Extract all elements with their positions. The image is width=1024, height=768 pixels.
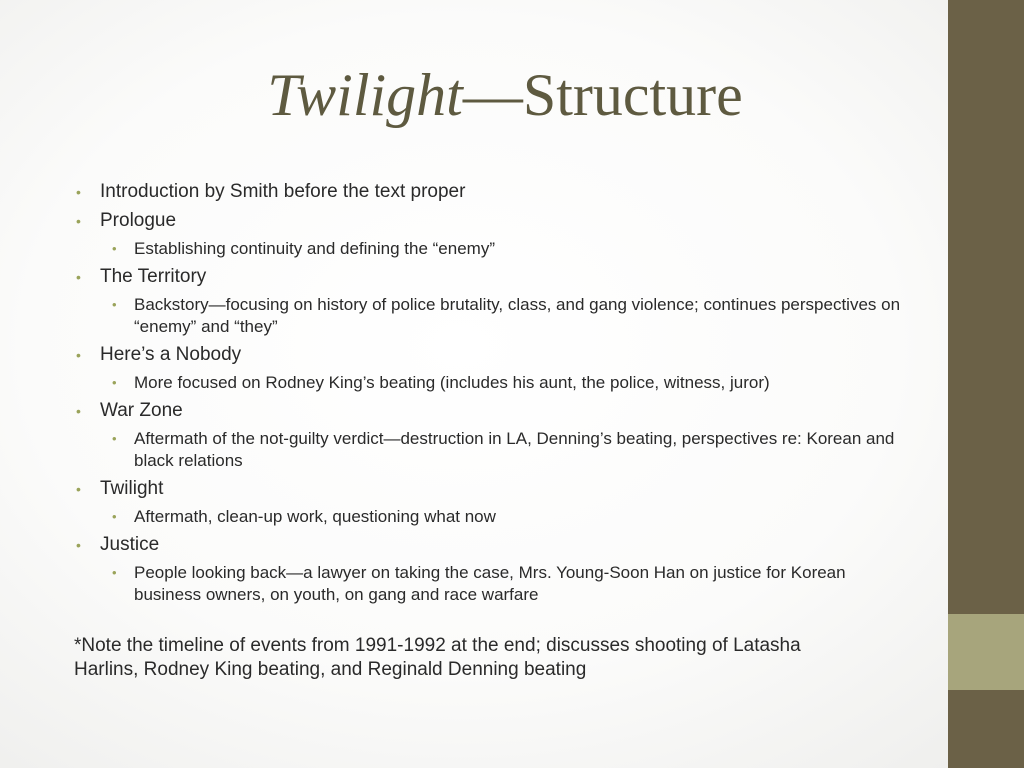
bullet-list (74, 180, 904, 682)
sub-bullet-marker: • (112, 375, 117, 390)
bullet-text: Justice (100, 534, 160, 555)
bullet-text: War Zone (100, 400, 183, 421)
bullet-item (74, 265, 904, 289)
bullet-item (74, 180, 904, 204)
footnote: *Note the timeline of events from 1991-1992 at the end; discusses shooting of Latasha Harlins, Rodney King beating, and Reginald Denning beating (74, 635, 801, 680)
sub-bullet-marker: • (112, 509, 117, 524)
bullet-marker: • (76, 481, 81, 497)
sub-bullet-text: Aftermath of the not-guilty verdict—destruction in LA, Denning’s beating, perspectives re: Korean and black relations (134, 429, 895, 470)
sub-bullet-item (74, 506, 904, 528)
bullet-marker: • (76, 213, 81, 229)
sub-bullet-text: More focused on Rodney King’s beating (includes his aunt, the police, witness, juror) (134, 373, 770, 392)
sub-bullet-marker: • (112, 431, 117, 446)
bullet-text: Prologue (100, 210, 177, 231)
sub-bullet-item (74, 372, 904, 394)
bullet-marker: • (76, 537, 81, 553)
sub-bullet-text: Aftermath, clean-up work, questioning what now (134, 507, 496, 526)
bullet-item (74, 209, 904, 233)
sub-bullet-marker: • (112, 241, 117, 256)
sub-bullet-text: People looking back—a lawyer on taking the case, Mrs. Young-Soon Han on justice for Korean business owners, on youth, on gang and race warfare (134, 563, 846, 604)
bullet-marker: • (76, 184, 81, 200)
sub-bullet-text: Establishing continuity and defining the “enemy” (134, 239, 495, 258)
sub-bullet-item (74, 238, 904, 260)
bullet-item (74, 477, 904, 501)
bullet-marker: • (76, 269, 81, 285)
sub-bullet-item (74, 428, 904, 472)
sub-bullet-marker: • (112, 565, 117, 580)
bullet-text: The Territory (100, 266, 207, 287)
bullet-text: Introduction by Smith before the text proper (100, 181, 466, 202)
title-rest: —Structure (462, 62, 743, 128)
slide-title (0, 62, 1010, 128)
sub-bullet-item (74, 294, 904, 338)
sub-bullet-item (74, 562, 904, 606)
sub-bullet-marker: • (112, 297, 117, 312)
bullet-text: Twilight (100, 478, 164, 499)
bullet-item (74, 399, 904, 423)
title-italic: Twilight (267, 62, 463, 128)
bullet-marker: • (76, 347, 81, 363)
bullet-text: Here’s a Nobody (100, 344, 242, 365)
bullet-item (74, 343, 904, 367)
sub-bullet-text: Backstory—focusing on history of police brutality, class, and gang violence; continues perspectives on “enemy” and “they” (134, 295, 901, 336)
sidebar-accent-block (948, 614, 1024, 690)
bullet-item (74, 533, 904, 557)
bullet-marker: • (76, 403, 81, 419)
